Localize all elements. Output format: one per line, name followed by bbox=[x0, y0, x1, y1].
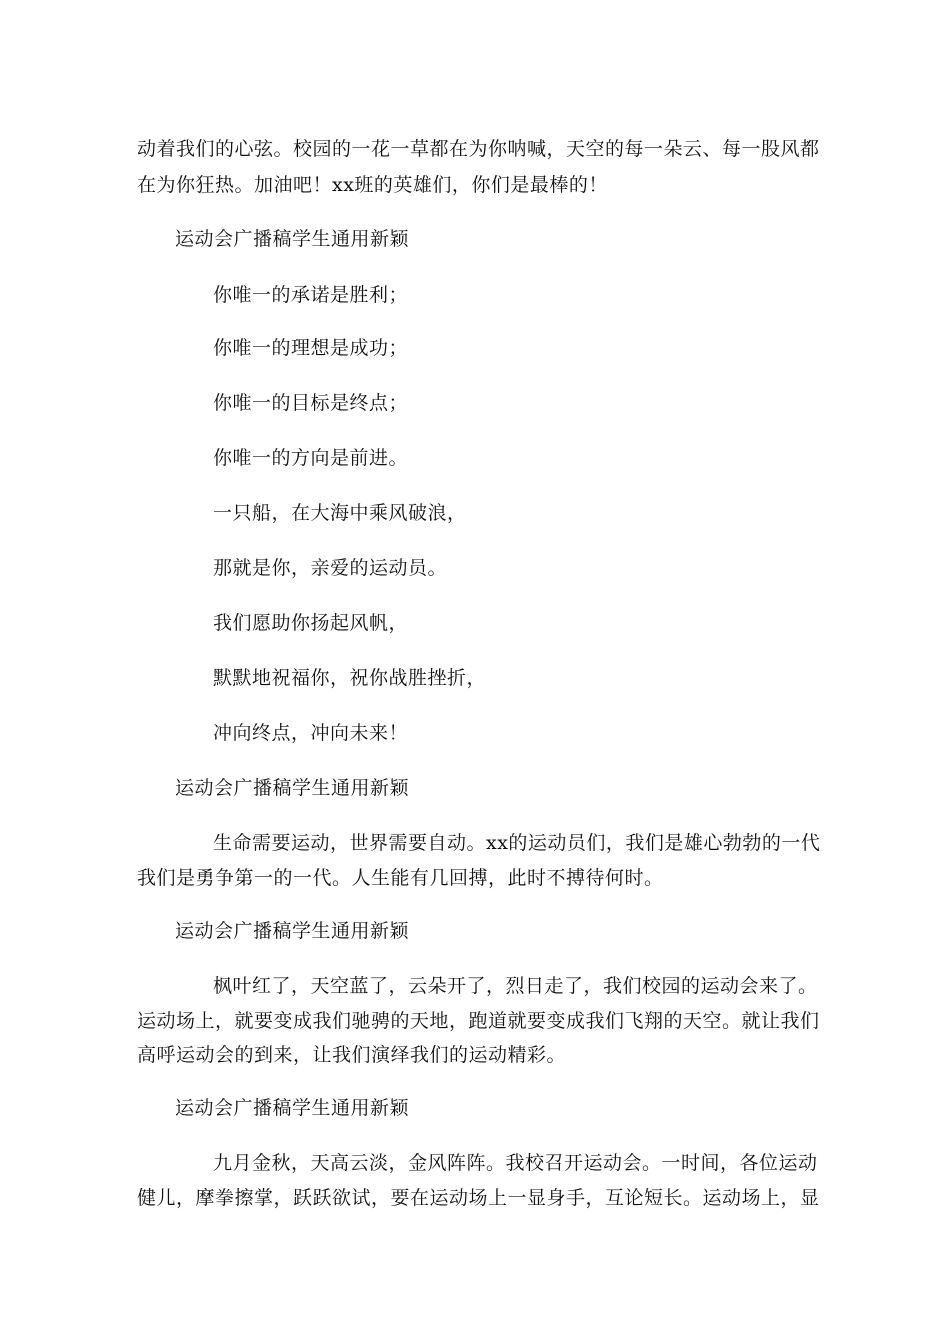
text-line: 高呼运动会的到来，让我们演绎我们的运动精彩。 bbox=[137, 1044, 567, 1066]
text-line: 我们是勇争第一的一代。人生能有几回搏，此时不搏待何时。 bbox=[137, 867, 664, 889]
text-line: 动着我们的心弦。校园的一花一草都在为你呐喊，天空的每一朵云、每一股风都 bbox=[137, 138, 820, 160]
paragraph-first-line: 九月金秋，天高云淡，金风阵阵。我校召开运动会。一时间，各位运动 bbox=[213, 1152, 818, 1174]
verse-line: 你唯一的方向是前进。 bbox=[213, 447, 409, 469]
verse-line: 一只船，在大海中乘风破浪， bbox=[213, 502, 467, 524]
verse-line: 那就是你，亲爱的运动员。 bbox=[213, 557, 448, 579]
section-heading: 运动会广播稿学生通用新颖 bbox=[175, 920, 410, 942]
verse-line: 默默地祝福你，祝你战胜挫折， bbox=[213, 667, 487, 689]
section-heading: 运动会广播稿学生通用新颖 bbox=[175, 228, 410, 250]
verse-line: 我们愿助你扬起风帆， bbox=[213, 612, 409, 634]
text-line: 健儿，摩拳擦掌，跃跃欲试，要在运动场上一显身手，互论短长。运动场上，显 bbox=[137, 1187, 820, 1209]
paragraph-first-line: 枫叶红了，天空蓝了，云朵开了，烈日走了，我们校园的运动会来了。 bbox=[213, 975, 818, 997]
verse-line: 冲向终点，冲向未来！ bbox=[213, 722, 409, 744]
text-line: 在为你狂热。加油吧！xx班的英雄们，你们是最棒的！ bbox=[137, 174, 608, 196]
verse-line: 你唯一的理想是成功； bbox=[213, 337, 409, 359]
verse-line: 你唯一的承诺是胜利； bbox=[213, 284, 409, 306]
section-heading: 运动会广播稿学生通用新颖 bbox=[175, 1097, 410, 1119]
text-line: 运动场上，就要变成我们驰骋的天地，跑道就要变成我们飞翔的天空。就让我们 bbox=[137, 1010, 820, 1032]
section-heading: 运动会广播稿学生通用新颖 bbox=[175, 777, 410, 799]
paragraph-first-line: 生命需要运动，世界需要自动。xx的运动员们，我们是雄心勃勃的一代 bbox=[213, 832, 821, 854]
verse-line: 你唯一的目标是终点； bbox=[213, 392, 409, 414]
